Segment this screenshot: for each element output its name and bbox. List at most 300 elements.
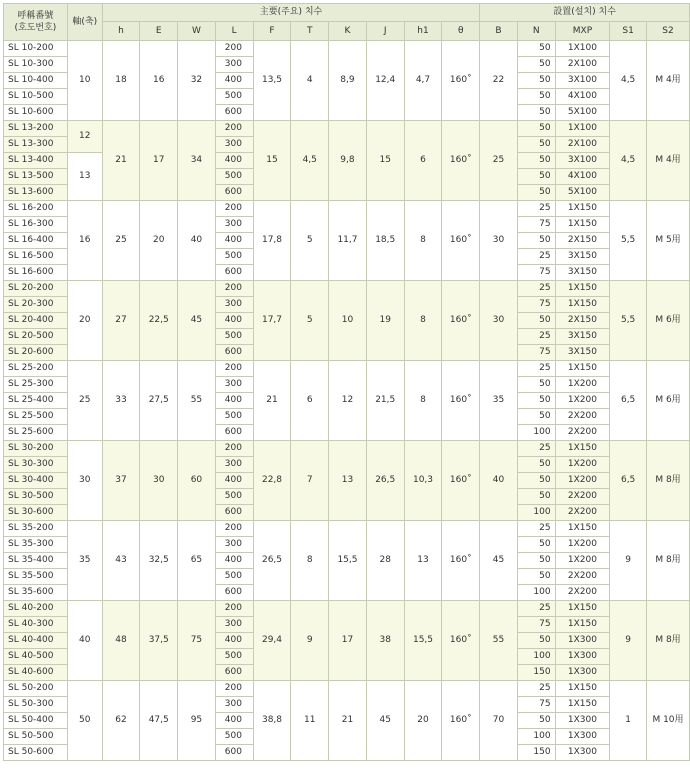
- length-value: 200: [215, 681, 253, 697]
- table-row: [4, 121, 690, 137]
- shaft-cell: 50: [67, 681, 102, 761]
- mxp-value: 2X150: [555, 313, 610, 329]
- table-row: [4, 521, 690, 537]
- dim-j: 28: [366, 521, 404, 601]
- dim-h: 21: [102, 121, 140, 201]
- length-value: 200: [215, 41, 253, 57]
- dim-f: 26,5: [253, 521, 291, 601]
- mxp-value: 4X100: [555, 89, 610, 105]
- model-number: SL 40-600: [4, 665, 68, 681]
- header-col-9: θ: [442, 22, 480, 41]
- model-number: SL 10-500: [4, 89, 68, 105]
- mxp-value: 3X100: [555, 73, 610, 89]
- mxp-value: 1X150: [555, 217, 610, 233]
- dim-h1: 8: [404, 281, 442, 361]
- length-value: 400: [215, 233, 253, 249]
- header-col-2: W: [178, 22, 216, 41]
- shaft-cell: 12: [67, 121, 102, 153]
- dim-s1: 6,5: [610, 441, 647, 521]
- n-value: 25: [517, 521, 555, 537]
- n-value: 25: [517, 441, 555, 457]
- length-value: 200: [215, 521, 253, 537]
- mxp-value: 1X200: [555, 537, 610, 553]
- mxp-value: 3X150: [555, 265, 610, 281]
- shaft-cell: 40: [67, 601, 102, 681]
- dim-w: 75: [178, 601, 216, 681]
- model-number: SL 13-200: [4, 121, 68, 137]
- dim-k: 11,7: [329, 201, 367, 281]
- mxp-value: 3X150: [555, 249, 610, 265]
- dim-f: 13,5: [253, 41, 291, 121]
- length-value: 500: [215, 489, 253, 505]
- n-value: 25: [517, 601, 555, 617]
- model-number: SL 30-400: [4, 473, 68, 489]
- n-value: 25: [517, 361, 555, 377]
- dim-h1: 20: [404, 681, 442, 761]
- length-value: 600: [215, 665, 253, 681]
- dim-e: 22,5: [140, 281, 178, 361]
- mxp-value: 2X200: [555, 425, 610, 441]
- dim-b: 30: [480, 201, 518, 281]
- dim-h1: 8: [404, 361, 442, 441]
- header-main-dimensions: 主要(주요) 치수: [102, 4, 479, 22]
- model-number: SL 20-400: [4, 313, 68, 329]
- n-value: 50: [517, 185, 555, 201]
- shaft-cell: 25: [67, 361, 102, 441]
- header-subcolumns: [4, 22, 690, 41]
- dim-t: 5: [291, 201, 329, 281]
- mxp-value: 1X300: [555, 633, 610, 649]
- dim-e: 30: [140, 441, 178, 521]
- model-number: SL 40-400: [4, 633, 68, 649]
- mxp-value: 1X300: [555, 745, 610, 761]
- dim-w: 60: [178, 441, 216, 521]
- dim-h1: 8: [404, 201, 442, 281]
- length-value: 400: [215, 393, 253, 409]
- dim-f: 21: [253, 361, 291, 441]
- dim-b: 40: [480, 441, 518, 521]
- n-value: 25: [517, 329, 555, 345]
- dim-s1: 4,5: [610, 121, 647, 201]
- n-value: 100: [517, 505, 555, 521]
- dim-h1: 13: [404, 521, 442, 601]
- header-col-7: J: [366, 22, 404, 41]
- n-value: 25: [517, 249, 555, 265]
- dim-t: 4,5: [291, 121, 329, 201]
- n-value: 75: [517, 217, 555, 233]
- length-value: 600: [215, 505, 253, 521]
- dim-s1: 5,5: [610, 201, 647, 281]
- n-value: 50: [517, 57, 555, 73]
- n-value: 75: [517, 617, 555, 633]
- table-row: [4, 681, 690, 697]
- n-value: 50: [517, 569, 555, 585]
- mxp-value: 1X200: [555, 553, 610, 569]
- length-value: 400: [215, 473, 253, 489]
- model-number: SL 16-600: [4, 265, 68, 281]
- mxp-value: 1X200: [555, 457, 610, 473]
- dim-j: 18,5: [366, 201, 404, 281]
- length-value: 500: [215, 569, 253, 585]
- n-value: 25: [517, 201, 555, 217]
- model-number: SL 25-500: [4, 409, 68, 425]
- table-row: [4, 441, 690, 457]
- dim-b: 35: [480, 361, 518, 441]
- mxp-value: 2X200: [555, 585, 610, 601]
- mxp-value: 3X150: [555, 345, 610, 361]
- header-install-col-0: B: [480, 22, 518, 41]
- dim-w: 65: [178, 521, 216, 601]
- n-value: 75: [517, 345, 555, 361]
- dim-h: 27: [102, 281, 140, 361]
- dim-k: 9,8: [329, 121, 367, 201]
- model-number: SL 50-500: [4, 729, 68, 745]
- model-number: SL 30-300: [4, 457, 68, 473]
- model-number: SL 16-200: [4, 201, 68, 217]
- header-install-col-1: N: [517, 22, 555, 41]
- model-number: SL 13-300: [4, 137, 68, 153]
- dim-s2: M 8用: [646, 601, 689, 681]
- mxp-value: 1X200: [555, 393, 610, 409]
- mxp-value: 1X150: [555, 681, 610, 697]
- dim-w: 55: [178, 361, 216, 441]
- dim-j: 12,4: [366, 41, 404, 121]
- length-value: 300: [215, 57, 253, 73]
- dim-e: 27,5: [140, 361, 178, 441]
- mxp-value: 1X150: [555, 601, 610, 617]
- dim-k: 21: [329, 681, 367, 761]
- length-value: 200: [215, 121, 253, 137]
- model-number: SL 40-300: [4, 617, 68, 633]
- table-row: [4, 281, 690, 297]
- dim-b: 30: [480, 281, 518, 361]
- shaft-cell: 16: [67, 201, 102, 281]
- dim-s1: 5,5: [610, 281, 647, 361]
- dim-s1: 6,5: [610, 361, 647, 441]
- dim-b: 25: [480, 121, 518, 201]
- model-number: SL 20-500: [4, 329, 68, 345]
- mxp-value: 1X150: [555, 297, 610, 313]
- length-value: 200: [215, 201, 253, 217]
- header-col-4: F: [253, 22, 291, 41]
- length-value: 300: [215, 377, 253, 393]
- dim-s2: M 6用: [646, 361, 689, 441]
- dim-s2: M 6用: [646, 281, 689, 361]
- length-value: 400: [215, 313, 253, 329]
- header-model-name: [4, 4, 68, 41]
- dim-s2: M 10用: [646, 681, 689, 761]
- mxp-value: 1X200: [555, 473, 610, 489]
- model-number: SL 40-200: [4, 601, 68, 617]
- header-shaft: 軸(축): [67, 4, 102, 41]
- model-number: SL 35-600: [4, 585, 68, 601]
- dim-e: 20: [140, 201, 178, 281]
- length-value: 400: [215, 73, 253, 89]
- dim-t: 8: [291, 521, 329, 601]
- n-value: 50: [517, 169, 555, 185]
- dim-j: 26,5: [366, 441, 404, 521]
- mxp-value: 3X100: [555, 153, 610, 169]
- dim-theta: 160˚: [442, 281, 480, 361]
- length-value: 500: [215, 409, 253, 425]
- mxp-value: 1X150: [555, 521, 610, 537]
- dim-k: 15,5: [329, 521, 367, 601]
- dim-h: 18: [102, 41, 140, 121]
- dim-t: 6: [291, 361, 329, 441]
- dim-f: 17,8: [253, 201, 291, 281]
- header-col-1: E: [140, 22, 178, 41]
- dim-s2: M 4用: [646, 121, 689, 201]
- header-col-5: T: [291, 22, 329, 41]
- mxp-value: 1X300: [555, 649, 610, 665]
- header-model-name-code: (호도번호): [14, 23, 57, 33]
- length-value: 200: [215, 441, 253, 457]
- dim-j: 38: [366, 601, 404, 681]
- dim-s1: 4,5: [610, 41, 647, 121]
- n-value: 100: [517, 585, 555, 601]
- dim-theta: 160˚: [442, 121, 480, 201]
- header-col-0: h: [102, 22, 140, 41]
- n-value: 100: [517, 425, 555, 441]
- mxp-value: 1X200: [555, 377, 610, 393]
- n-value: 50: [517, 473, 555, 489]
- dim-h1: 6: [404, 121, 442, 201]
- n-value: 50: [517, 89, 555, 105]
- length-value: 400: [215, 153, 253, 169]
- dim-theta: 160˚: [442, 441, 480, 521]
- length-value: 300: [215, 697, 253, 713]
- dim-f: 38,8: [253, 681, 291, 761]
- model-number: SL 35-500: [4, 569, 68, 585]
- dim-j: 15: [366, 121, 404, 201]
- dim-h: 33: [102, 361, 140, 441]
- dim-k: 13: [329, 441, 367, 521]
- dim-b: 70: [480, 681, 518, 761]
- length-value: 500: [215, 169, 253, 185]
- mxp-value: 1X150: [555, 441, 610, 457]
- mxp-value: 1X150: [555, 617, 610, 633]
- dim-b: 22: [480, 41, 518, 121]
- mxp-value: 1X300: [555, 665, 610, 681]
- model-number: SL 35-300: [4, 537, 68, 553]
- spec-table-container: [3, 3, 690, 761]
- model-number: SL 50-600: [4, 745, 68, 761]
- model-number: SL 35-200: [4, 521, 68, 537]
- length-value: 500: [215, 729, 253, 745]
- dim-b: 45: [480, 521, 518, 601]
- table-row: [4, 41, 690, 57]
- mxp-value: 2X200: [555, 409, 610, 425]
- dim-s2: M 8用: [646, 441, 689, 521]
- model-number: SL 50-400: [4, 713, 68, 729]
- header-model-name-ko: 呼稱番號: [17, 11, 54, 21]
- n-value: 50: [517, 73, 555, 89]
- n-value: 50: [517, 489, 555, 505]
- dim-theta: 160˚: [442, 41, 480, 121]
- dim-theta: 160˚: [442, 601, 480, 681]
- dim-b: 55: [480, 601, 518, 681]
- dim-t: 5: [291, 281, 329, 361]
- length-value: 600: [215, 185, 253, 201]
- dim-h: 25: [102, 201, 140, 281]
- dim-e: 37,5: [140, 601, 178, 681]
- dim-s1: 1: [610, 681, 647, 761]
- n-value: 50: [517, 393, 555, 409]
- model-number: SL 50-300: [4, 697, 68, 713]
- spec-table-body: [4, 41, 690, 761]
- n-value: 50: [517, 313, 555, 329]
- length-value: 400: [215, 633, 253, 649]
- length-value: 300: [215, 617, 253, 633]
- spec-table: [3, 3, 690, 761]
- mxp-value: 5X100: [555, 185, 610, 201]
- n-value: 25: [517, 681, 555, 697]
- shaft-cell: 30: [67, 441, 102, 521]
- dim-s1: 9: [610, 521, 647, 601]
- length-value: 600: [215, 585, 253, 601]
- mxp-value: 5X100: [555, 105, 610, 121]
- model-number: SL 25-600: [4, 425, 68, 441]
- mxp-value: 1X150: [555, 281, 610, 297]
- mxp-value: 4X100: [555, 169, 610, 185]
- dim-h1: 4,7: [404, 41, 442, 121]
- dim-e: 16: [140, 41, 178, 121]
- n-value: 50: [517, 41, 555, 57]
- dim-theta: 160˚: [442, 521, 480, 601]
- length-value: 500: [215, 329, 253, 345]
- shaft-cell: 35: [67, 521, 102, 601]
- mxp-value: 1X150: [555, 201, 610, 217]
- header-install-col-3: S1: [610, 22, 647, 41]
- dim-j: 45: [366, 681, 404, 761]
- n-value: 50: [517, 537, 555, 553]
- length-value: 200: [215, 361, 253, 377]
- mxp-value: 1X100: [555, 41, 610, 57]
- n-value: 150: [517, 665, 555, 681]
- length-value: 500: [215, 249, 253, 265]
- model-number: SL 25-200: [4, 361, 68, 377]
- n-value: 50: [517, 153, 555, 169]
- length-value: 600: [215, 265, 253, 281]
- model-number: SL 50-200: [4, 681, 68, 697]
- length-value: 600: [215, 425, 253, 441]
- mxp-value: 3X150: [555, 329, 610, 345]
- dim-k: 17: [329, 601, 367, 681]
- dim-k: 10: [329, 281, 367, 361]
- header-install-col-4: S2: [646, 22, 689, 41]
- table-row: [4, 361, 690, 377]
- n-value: 75: [517, 265, 555, 281]
- n-value: 50: [517, 377, 555, 393]
- model-number: SL 10-400: [4, 73, 68, 89]
- header-install-col-2: MXP: [555, 22, 610, 41]
- dim-w: 45: [178, 281, 216, 361]
- length-value: 300: [215, 537, 253, 553]
- dim-s2: M 4用: [646, 41, 689, 121]
- mxp-value: 1X300: [555, 713, 610, 729]
- shaft-cell: 13: [67, 153, 102, 201]
- model-number: SL 30-500: [4, 489, 68, 505]
- header-col-3: L: [215, 22, 253, 41]
- n-value: 50: [517, 553, 555, 569]
- model-number: SL 25-300: [4, 377, 68, 393]
- n-value: 50: [517, 457, 555, 473]
- table-row: [4, 601, 690, 617]
- length-value: 400: [215, 713, 253, 729]
- model-number: SL 25-400: [4, 393, 68, 409]
- model-number: SL 13-400: [4, 153, 68, 169]
- length-value: 300: [215, 457, 253, 473]
- dim-f: 29,4: [253, 601, 291, 681]
- length-value: 600: [215, 745, 253, 761]
- model-number: SL 30-200: [4, 441, 68, 457]
- model-number: SL 16-500: [4, 249, 68, 265]
- dim-e: 17: [140, 121, 178, 201]
- dim-w: 32: [178, 41, 216, 121]
- model-number: SL 20-200: [4, 281, 68, 297]
- dim-h: 48: [102, 601, 140, 681]
- header-col-8: h1: [404, 22, 442, 41]
- length-value: 200: [215, 601, 253, 617]
- header-install-dimensions: 設置(설치) 치수: [480, 4, 690, 22]
- model-number: SL 13-600: [4, 185, 68, 201]
- dim-w: 95: [178, 681, 216, 761]
- dim-t: 4: [291, 41, 329, 121]
- dim-k: 8,9: [329, 41, 367, 121]
- mxp-value: 2X200: [555, 569, 610, 585]
- dim-j: 21,5: [366, 361, 404, 441]
- mxp-value: 1X150: [555, 697, 610, 713]
- mxp-value: 1X150: [555, 361, 610, 377]
- mxp-value: 2X150: [555, 233, 610, 249]
- mxp-value: 1X300: [555, 729, 610, 745]
- table-row: [4, 201, 690, 217]
- dim-f: 17,7: [253, 281, 291, 361]
- n-value: 50: [517, 633, 555, 649]
- model-number: SL 10-600: [4, 105, 68, 121]
- model-number: SL 10-300: [4, 57, 68, 73]
- dim-t: 9: [291, 601, 329, 681]
- dim-f: 22,8: [253, 441, 291, 521]
- n-value: 100: [517, 649, 555, 665]
- mxp-value: 1X100: [555, 121, 610, 137]
- model-number: SL 16-400: [4, 233, 68, 249]
- n-value: 75: [517, 297, 555, 313]
- n-value: 25: [517, 281, 555, 297]
- length-value: 500: [215, 89, 253, 105]
- model-number: SL 13-500: [4, 169, 68, 185]
- n-value: 50: [517, 233, 555, 249]
- dim-s1: 9: [610, 601, 647, 681]
- n-value: 100: [517, 729, 555, 745]
- header-col-6: K: [329, 22, 367, 41]
- model-number: SL 35-400: [4, 553, 68, 569]
- dim-theta: 160˚: [442, 201, 480, 281]
- mxp-value: 2X100: [555, 57, 610, 73]
- model-number: SL 30-600: [4, 505, 68, 521]
- n-value: 150: [517, 745, 555, 761]
- dim-h: 62: [102, 681, 140, 761]
- length-value: 300: [215, 137, 253, 153]
- n-value: 50: [517, 409, 555, 425]
- n-value: 50: [517, 105, 555, 121]
- n-value: 50: [517, 121, 555, 137]
- dim-h1: 15,5: [404, 601, 442, 681]
- length-value: 600: [215, 105, 253, 121]
- dim-s2: M 5用: [646, 201, 689, 281]
- dim-f: 15: [253, 121, 291, 201]
- shaft-cell: 10: [67, 41, 102, 121]
